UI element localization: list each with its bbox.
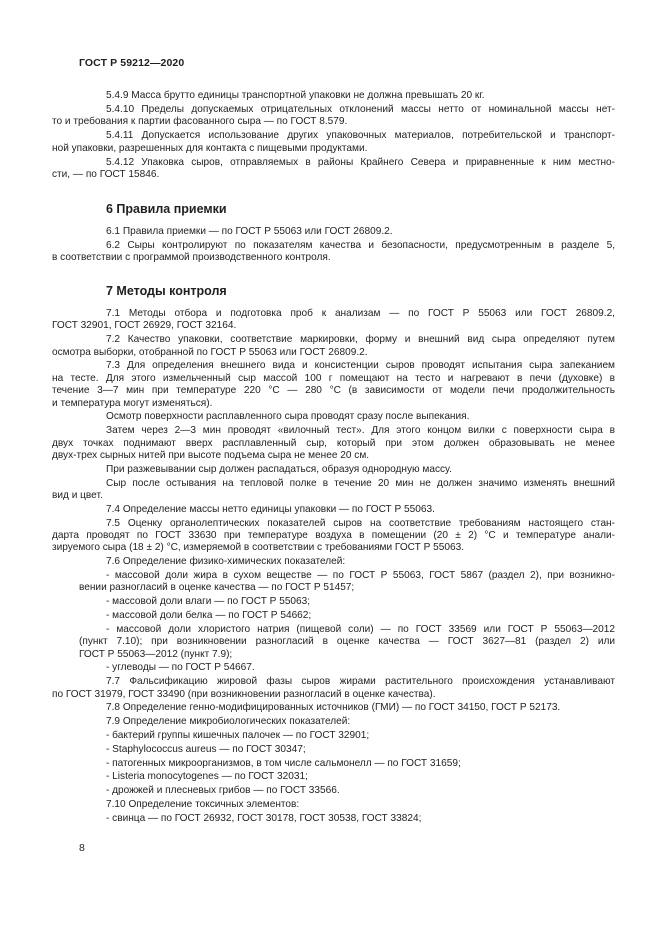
list-item xyxy=(79,813,615,825)
text-line: - массовой доли жира в сухом веществе — по ГОСТ Р 55063, ГОСТ 5867 (раздел 2), при возникно- xyxy=(106,570,615,581)
paragraph xyxy=(79,226,615,238)
paragraph xyxy=(52,517,615,555)
paragraph xyxy=(52,240,615,265)
list-item xyxy=(79,624,615,661)
text-line: - массовой доли хлористого натрия (пищевой соли) — по ГОСТ 33569 или ГОСТ Р 55063—2012 xyxy=(106,623,615,635)
text-line: двух точках поднимают вверх расплавленный сыр, который при этом должен образовывать не менее xyxy=(52,437,615,449)
text-line: дарта проводят по ГОСТ 33630 при температуре воздуха в помещении (20 ± 2) °С и температуре анали- xyxy=(52,530,615,541)
text-line: вид и цвет. xyxy=(52,490,103,501)
list-item xyxy=(79,610,615,622)
text-line: в соответствии с программой производственного контроля. xyxy=(52,252,331,264)
paragraph xyxy=(79,90,615,102)
list-item xyxy=(79,730,615,742)
text-line: 7.9 Определение микробиологических показателей: xyxy=(106,716,351,728)
paragraph xyxy=(79,702,615,714)
paragraph xyxy=(79,504,615,516)
text-line: вении разногласий в оценке качества — по ГОСТ Р 51457; xyxy=(79,582,355,594)
text-line: ГОСТ 32901, ГОСТ 26929, ГОСТ 32164. xyxy=(52,320,237,332)
text-line: 6.1 Правила приемки — по ГОСТ Р 55063 или ГОСТ 26809.2. xyxy=(106,226,393,237)
text-line: - углеводы — по ГОСТ Р 54667. xyxy=(106,662,255,674)
text-line: 7.1 Методы отбора и подготовка проб к анализам — по ГОСТ Р 55063 или ГОСТ 26809.2, xyxy=(106,308,615,319)
paragraph xyxy=(79,716,615,728)
text-line: и температура могут изменяться). xyxy=(52,397,213,409)
text-line: 6.2 Сыры контролируют по показателям качества и безопасности, предусмотренным в разделе 5, xyxy=(106,240,615,251)
text-line: 7.3 Для определения внешнего вида и консистенции сыров проводят испытания сыра запеканием xyxy=(106,360,615,372)
text-line: по ГОСТ 31979, ГОСТ 33490 (при возникновении разногласий в оценке качества). xyxy=(52,688,436,700)
text-line: ГОСТ Р 55063—2012 (пункт 7.9); xyxy=(79,648,233,660)
paragraph xyxy=(52,156,615,182)
text-line: 7.7 Фальсификацию жировой фазы сыров жирами растительного происхождения устанавливают xyxy=(106,676,615,688)
text-line: - массовой доли влаги — по ГОСТ Р 55063; xyxy=(106,596,311,608)
text-line: (пункт 7.10); при возникновении разногласий в оценке качества — ГОСТ 3627—81 (раздел 2) или xyxy=(79,636,615,648)
text-line: - патогенных микроорганизмов, в том числе сальмонелл — по ГОСТ 31659; xyxy=(106,757,461,769)
paragraph xyxy=(52,425,615,462)
text-line: 5.4.11 Допускается использование других упаковочных материалов, потребительской и транспорт- xyxy=(106,130,615,142)
text-line: Затем через 2—3 мин проводят «вилочный тест». Для этого концом вилки с поверхности сыра в xyxy=(106,425,615,437)
paragraph xyxy=(79,799,615,811)
paragraph xyxy=(52,104,615,129)
text-line: то и требования к партии фасованного сыра — по ГОСТ 8.579. xyxy=(52,116,348,128)
paragraph xyxy=(52,334,615,359)
section-title: 6 Правила приемки xyxy=(106,202,227,216)
text-line: 7.5 Оценку органолептических показателей сыров на соответствие требованиям настоящего стан- xyxy=(106,517,615,529)
text-line: Осмотр поверхности расплавленного сыра проводят сразу после выпекания. xyxy=(106,411,470,423)
text-line: 7.6 Определение физико-химических показателей: xyxy=(106,556,346,568)
text-line: 5.4.12 Упаковка сыров, отправляемых в районы Крайнего Севера и приравненные к ним местно- xyxy=(106,156,615,168)
text-line: 7.8 Определение генно-модифицированных источников (ГМИ) — по ГОСТ 34150, ГОСТ Р 52173. xyxy=(106,702,561,714)
page-number: 8 xyxy=(79,842,85,854)
list-item xyxy=(79,785,615,797)
paragraph xyxy=(79,411,615,423)
section-title: 7 Методы контроля xyxy=(106,284,227,298)
text-line: двух-трех сырных нитей при высоте подъема сыра не менее 20 см. xyxy=(52,450,370,461)
paragraph xyxy=(52,360,615,410)
page-header-doc-id: ГОСТ Р 59212—2020 xyxy=(79,57,185,69)
paragraph xyxy=(52,676,615,701)
list-item xyxy=(79,662,615,674)
list-item xyxy=(79,758,615,770)
text-line: на тесте. Для этого измельченный сыр массой 100 г помещают на тесто и нагревают в печи (духовке) в xyxy=(52,372,615,384)
text-line: ной упаковки, разрешенных для контакта с пищевыми продуктами. xyxy=(52,142,368,154)
paragraph xyxy=(79,464,615,476)
paragraph xyxy=(79,556,615,568)
list-item xyxy=(79,596,615,608)
text-line: 5.4.10 Пределы допускаемых отрицательных отклонений массы нетто от номинальной массы нет- xyxy=(106,104,615,115)
text-line: 7.2 Качество упаковки, соответствие маркировки, форму и внешний вид сыра определяют путем xyxy=(106,334,615,346)
paragraph xyxy=(52,130,615,155)
text-line: - дрожжей и плесневых грибов — по ГОСТ 33566. xyxy=(106,785,340,797)
text-line: - Staphylococcus aureus — по ГОСТ 30347; xyxy=(106,743,306,755)
text-line: - Listeria monocytogenes — по ГОСТ 32031; xyxy=(106,771,308,783)
text-line: 5.4.9 Масса брутто единицы транспортной упаковки не должна превышать 20 кг. xyxy=(106,90,485,101)
text-line: зируемого сыра (18 ± 2) °С, измеряемой в соответствии с требованиями ГОСТ Р 55063. xyxy=(52,542,465,554)
text-line: осмотра выборки, отобранной по ГОСТ Р 55063 или ГОСТ 26809.2. xyxy=(52,346,368,358)
list-item xyxy=(79,744,615,756)
text-line: течение 3—7 мин при температуре 220 °С — 280 °С (в зависимости от модели печи продолжительность xyxy=(52,385,615,397)
text-line: 7.10 Определение токсичных элементов: xyxy=(106,799,300,810)
text-line: Сыр после остывания на тепловой полке в течение 20 мин не должен значимо изменять внешний xyxy=(106,477,615,489)
paragraph xyxy=(52,308,615,333)
paragraph xyxy=(52,477,615,503)
text-line: - бактерий группы кишечных палочек — по ГОСТ 32901; xyxy=(106,730,370,741)
text-line: При разжевывании сыр должен распадаться, образуя однородную массу. xyxy=(106,463,452,475)
text-line: - свинца — по ГОСТ 26932, ГОСТ 30178, ГОСТ 30538, ГОСТ 33824; xyxy=(106,812,422,824)
text-line: сти, — по ГОСТ 15846. xyxy=(52,169,160,181)
list-item xyxy=(79,771,615,783)
text-line: - массовой доли белка — по ГОСТ Р 54662; xyxy=(106,610,312,621)
list-item xyxy=(79,570,615,595)
text-line: 7.4 Определение массы нетто единицы упаковки — по ГОСТ Р 55063. xyxy=(106,503,435,515)
